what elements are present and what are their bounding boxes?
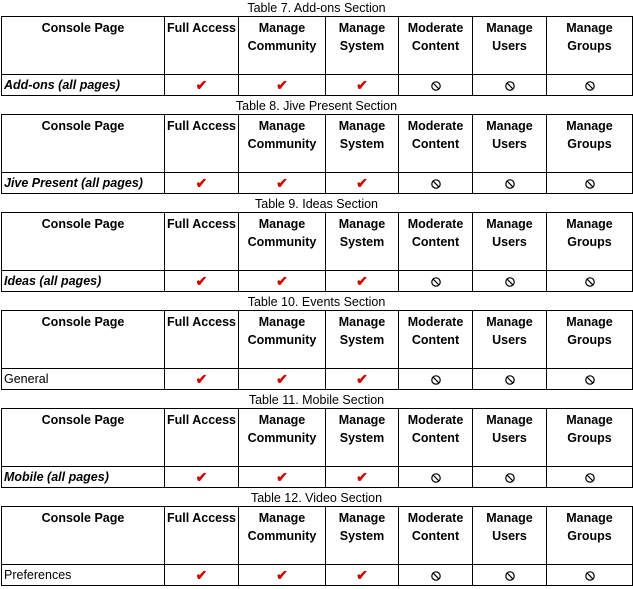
column-header — [326, 17, 399, 75]
prohibited-icon — [505, 179, 515, 189]
column-header — [399, 507, 473, 565]
column-header — [165, 17, 239, 75]
column-header — [165, 115, 239, 173]
table-row — [2, 75, 633, 96]
column-header — [399, 311, 473, 369]
table-section — [0, 392, 633, 490]
permission-cell — [326, 369, 399, 390]
permission-cell — [165, 173, 239, 194]
column-header-line: System — [339, 39, 385, 53]
column-header — [399, 17, 473, 75]
permissions-table — [1, 310, 633, 390]
table-section — [0, 0, 633, 98]
column-header-line: Community — [247, 431, 317, 445]
column-header-line: Console Page — [41, 119, 125, 133]
column-header-line: Manage — [486, 119, 533, 133]
header-row — [2, 213, 633, 271]
permission-cell — [399, 75, 473, 96]
permission-cell — [473, 369, 547, 390]
column-header-line: Community — [247, 529, 317, 543]
check-icon: ✔ — [195, 272, 208, 289]
column-header-line: Moderate — [407, 217, 464, 231]
permission-cell — [165, 75, 239, 96]
column-header-line: Manage — [258, 413, 306, 427]
column-header — [2, 115, 165, 173]
column-header — [326, 507, 399, 565]
permission-cell — [473, 75, 547, 96]
column-header-line: Manage — [566, 511, 613, 525]
column-header — [547, 17, 633, 75]
column-header — [165, 311, 239, 369]
table-row — [2, 369, 633, 390]
column-header — [239, 17, 326, 75]
permission-cell — [399, 173, 473, 194]
prohibited-icon — [505, 571, 515, 581]
column-header-line: Manage — [566, 413, 613, 427]
column-header-line: Users — [492, 235, 527, 249]
permission-cell — [239, 369, 326, 390]
column-header-line: Moderate — [407, 21, 464, 35]
column-header — [2, 213, 165, 271]
column-header-line: Groups — [567, 39, 612, 53]
permission-cell — [326, 75, 399, 96]
permission-cell — [326, 565, 399, 586]
column-header-line: Users — [492, 529, 527, 543]
permission-cell — [473, 565, 547, 586]
column-header-line: Content — [411, 137, 460, 151]
column-header — [399, 409, 473, 467]
column-header-line: Manage — [258, 21, 306, 35]
column-header-line: Manage — [338, 217, 386, 231]
header-row — [2, 311, 633, 369]
console-page-label: Mobile (all pages) — [2, 467, 165, 488]
check-icon: ✔ — [276, 174, 288, 191]
column-header — [2, 507, 165, 565]
column-header — [165, 409, 239, 467]
check-icon: ✔ — [276, 468, 288, 485]
column-header-line: Full Access — [166, 315, 236, 329]
permission-cell — [547, 369, 633, 390]
column-header — [473, 213, 547, 271]
column-header-line: Groups — [567, 137, 612, 151]
column-header-line: Console Page — [41, 21, 125, 35]
table-caption: Table 9. Ideas Section — [255, 197, 378, 211]
check-icon: ✔ — [276, 76, 288, 93]
column-header-line: Console Page — [41, 511, 125, 525]
column-header — [326, 213, 399, 271]
check-icon: ✔ — [356, 174, 368, 191]
column-header — [2, 311, 165, 369]
column-header-line: Content — [411, 235, 460, 249]
column-header-line: Console Page — [41, 217, 125, 231]
check-icon: ✔ — [356, 370, 368, 387]
column-header — [239, 507, 326, 565]
column-header-line: System — [339, 431, 385, 445]
permission-cell — [165, 565, 239, 586]
permission-cell — [239, 173, 326, 194]
permission-cell — [165, 467, 239, 488]
column-header-line: Full Access — [166, 217, 236, 231]
permission-cell — [399, 565, 473, 586]
permission-cell — [473, 173, 547, 194]
check-icon: ✔ — [356, 76, 368, 93]
column-header-line: Content — [411, 39, 460, 53]
prohibited-icon — [431, 571, 441, 581]
table-caption: Table 7. Add-ons Section — [247, 1, 386, 15]
table-section — [0, 196, 633, 294]
column-header-line: Manage — [338, 413, 386, 427]
permission-cell — [547, 271, 633, 292]
permission-cell — [399, 271, 473, 292]
permissions-table — [1, 506, 633, 586]
table-caption: Table 10. Events Section — [247, 295, 386, 309]
permissions-table — [1, 114, 633, 194]
permission-cell — [326, 271, 399, 292]
header-row — [2, 507, 633, 565]
column-header-line: Moderate — [407, 315, 464, 329]
permission-cell — [547, 565, 633, 586]
column-header — [165, 213, 239, 271]
prohibited-icon — [431, 81, 441, 91]
column-header-line: System — [339, 529, 385, 543]
console-page-label: Preferences — [2, 565, 165, 586]
column-header-line: System — [339, 333, 385, 347]
column-header-line: Community — [247, 235, 317, 249]
table-section — [0, 490, 633, 588]
console-page-label: Jive Present (all pages) — [2, 173, 165, 194]
column-header-line: Community — [247, 333, 317, 347]
check-icon: ✔ — [356, 272, 368, 289]
prohibited-icon — [585, 81, 595, 91]
column-header-line: Content — [411, 431, 460, 445]
column-header-line: Users — [492, 333, 527, 347]
column-header-line: Manage — [566, 21, 613, 35]
column-header-line: Full Access — [166, 413, 236, 427]
column-header-line: System — [339, 137, 385, 151]
console-page-label: Ideas (all pages) — [2, 271, 165, 292]
prohibited-icon — [431, 375, 441, 385]
column-header — [326, 311, 399, 369]
column-header-line: System — [339, 235, 385, 249]
prohibited-icon — [431, 473, 441, 483]
column-header-line: Manage — [338, 119, 386, 133]
column-header — [473, 115, 547, 173]
console-page-label: General — [2, 369, 165, 390]
column-header — [399, 115, 473, 173]
column-header-line: Manage — [566, 217, 613, 231]
column-header-line: Manage — [338, 21, 386, 35]
column-header-line: Manage — [258, 511, 306, 525]
header-row — [2, 115, 633, 173]
column-header-line: Manage — [486, 21, 533, 35]
table-row — [2, 565, 633, 586]
table-row — [2, 173, 633, 194]
column-header — [547, 409, 633, 467]
permissions-table — [1, 212, 633, 292]
permission-cell — [547, 75, 633, 96]
table-caption: Table 8. Jive Present Section — [235, 99, 398, 113]
permission-cell — [473, 271, 547, 292]
permission-cell — [239, 565, 326, 586]
column-header-line: Groups — [567, 235, 612, 249]
prohibited-icon — [505, 473, 515, 483]
column-header — [547, 311, 633, 369]
permission-cell — [326, 467, 399, 488]
column-header-line: Content — [411, 529, 460, 543]
header-row — [2, 409, 633, 467]
permission-cell — [547, 467, 633, 488]
table-row — [2, 467, 633, 488]
column-header — [473, 311, 547, 369]
permission-cell — [239, 467, 326, 488]
console-page-label: Add-ons (all pages) — [2, 75, 165, 96]
check-icon: ✔ — [276, 272, 288, 289]
permission-cell — [326, 173, 399, 194]
column-header-line: Manage — [566, 315, 613, 329]
column-header-line: Moderate — [407, 413, 464, 427]
prohibited-icon — [585, 277, 595, 287]
column-header-line: Manage — [258, 217, 306, 231]
column-header — [326, 409, 399, 467]
column-header-line: Community — [247, 137, 317, 151]
check-icon: ✔ — [356, 566, 368, 583]
table-caption: Table 12. Video Section — [250, 491, 383, 505]
column-header-line: Manage — [486, 413, 533, 427]
column-header — [239, 115, 326, 173]
check-icon: ✔ — [195, 468, 208, 485]
check-icon: ✔ — [195, 566, 208, 583]
column-header-line: Manage — [486, 315, 533, 329]
column-header — [547, 507, 633, 565]
column-header-line: Manage — [566, 119, 613, 133]
column-header-line: Moderate — [407, 511, 464, 525]
column-header — [239, 213, 326, 271]
column-header-line: Console Page — [41, 315, 125, 329]
column-header-line: Groups — [567, 333, 612, 347]
column-header — [473, 409, 547, 467]
column-header — [165, 507, 239, 565]
column-header-line: Manage — [338, 315, 386, 329]
column-header-line: Full Access — [166, 21, 236, 35]
header-row — [2, 17, 633, 75]
prohibited-icon — [585, 571, 595, 581]
permissions-table — [1, 408, 633, 488]
prohibited-icon — [431, 277, 441, 287]
column-header-line: Console Page — [41, 413, 125, 427]
column-header-line: Full Access — [166, 511, 236, 525]
check-icon: ✔ — [195, 370, 208, 387]
check-icon: ✔ — [356, 468, 368, 485]
column-header-line: Groups — [567, 529, 612, 543]
prohibited-icon — [585, 375, 595, 385]
column-header — [2, 409, 165, 467]
table-section — [0, 98, 633, 196]
permissions-table — [1, 16, 633, 96]
table-row — [2, 271, 633, 292]
column-header — [547, 115, 633, 173]
column-header-line: Manage — [258, 119, 306, 133]
permission-cell — [473, 467, 547, 488]
permission-cell — [547, 173, 633, 194]
prohibited-icon — [505, 277, 515, 287]
prohibited-icon — [431, 179, 441, 189]
column-header-line: Manage — [486, 217, 533, 231]
column-header-line: Users — [492, 39, 527, 53]
check-icon: ✔ — [195, 174, 208, 191]
column-header-line: Manage — [486, 511, 533, 525]
column-header-line: Manage — [338, 511, 386, 525]
check-icon: ✔ — [195, 76, 208, 93]
prohibited-icon — [585, 473, 595, 483]
column-header — [326, 115, 399, 173]
permission-cell — [399, 369, 473, 390]
column-header-line: Users — [492, 137, 527, 151]
table-caption: Table 11. Mobile Section — [248, 393, 385, 407]
column-header-line: Users — [492, 431, 527, 445]
column-header-line: Manage — [258, 315, 306, 329]
prohibited-icon — [505, 375, 515, 385]
permission-cell — [399, 467, 473, 488]
column-header-line: Groups — [567, 431, 612, 445]
prohibited-icon — [585, 179, 595, 189]
column-header — [473, 507, 547, 565]
column-header — [547, 213, 633, 271]
check-icon: ✔ — [276, 370, 288, 387]
permission-cell — [239, 271, 326, 292]
column-header-line: Content — [411, 333, 460, 347]
column-header-line: Moderate — [407, 119, 464, 133]
column-header-line: Community — [247, 39, 317, 53]
column-header — [239, 311, 326, 369]
prohibited-icon — [505, 81, 515, 91]
permission-cell — [165, 271, 239, 292]
column-header-line: Full Access — [166, 119, 236, 133]
column-header — [473, 17, 547, 75]
table-section — [0, 294, 633, 392]
check-icon: ✔ — [276, 566, 288, 583]
column-header — [239, 409, 326, 467]
column-header — [2, 17, 165, 75]
permission-cell — [239, 75, 326, 96]
permission-cell — [165, 369, 239, 390]
column-header — [399, 213, 473, 271]
